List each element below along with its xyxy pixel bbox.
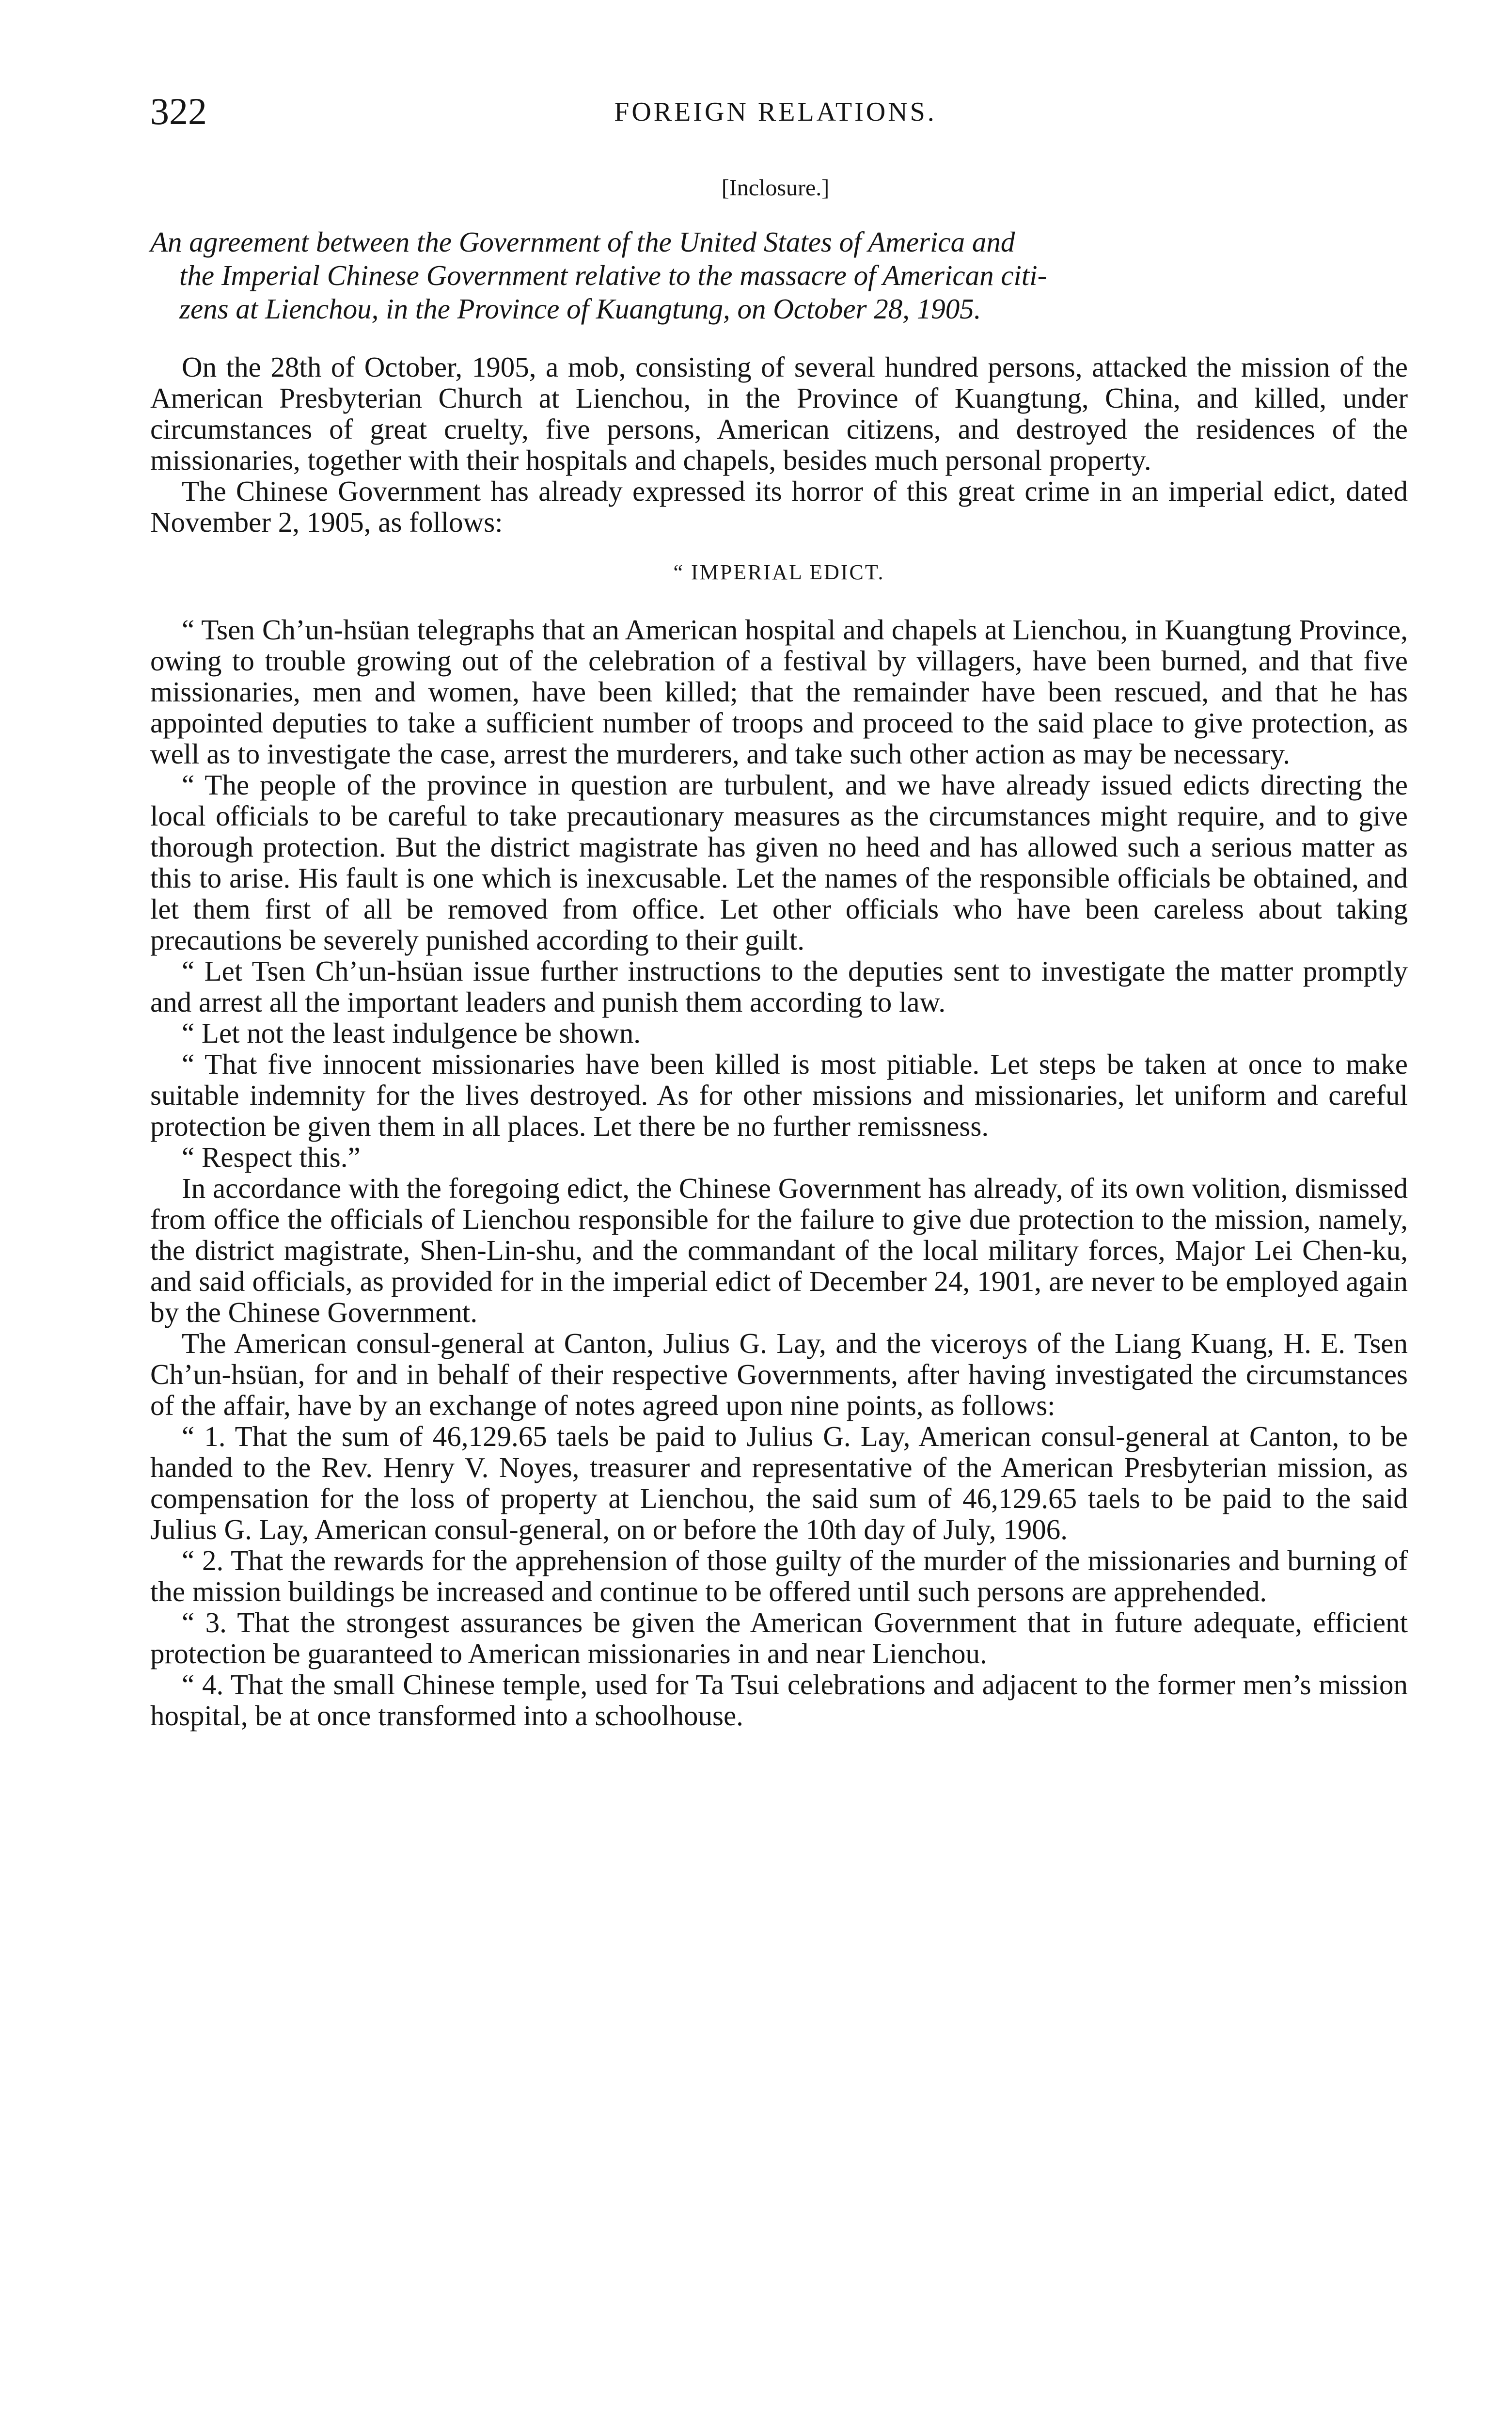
paragraph-edict-respect: “ Respect this.”: [182, 1141, 361, 1173]
point-3-assurances: “ 3. That the strongest assurances be given the American Government that in future adequate, efficient protection be guaranteed to American missionaries in and near Lienchou.: [150, 1606, 1408, 1669]
running-head: FOREIGN RELATIONS.: [614, 97, 937, 127]
page-number: 322: [150, 90, 207, 132]
page-header: [150, 90, 1401, 133]
title-line: An agreement between the Government of the United States of America and: [150, 226, 1015, 258]
agreement-title: [150, 225, 1408, 326]
paragraph-government-horror: The Chinese Government has already expressed its horror of this great crime in an imperial edict, dated November 2, 1905, as follows:: [150, 475, 1408, 538]
paragraph-edict-indemnity: “ That five innocent missionaries have been killed is most pitiable. Let steps be taken at once to make suitable indemnity for the lives destroyed. As for other missions and missionaries, let uniform and careful protection be given them in all places. Let there be no further remissness.: [150, 1048, 1408, 1142]
point-2-rewards: “ 2. That the rewards for the apprehension of those guilty of the murder of the missionaries and burning of the mission buildings be increased and continue to be offered until such persons are apprehended.: [150, 1544, 1408, 1607]
point-1-compensation: “ 1. That the sum of 46,129.65 taels be paid to Julius G. Lay, American consul-general at Canton, to be handed to the Rev. Henry V. Noyes, treasurer and representative of the American Presbyterian mission, as compensation for the loss of property at Lienchou, the said sum of 46,129.65 taels to be paid to the said Julius G. Lay, American consul-general, on or before the 10th day of July, 1906.: [150, 1420, 1408, 1545]
body-text: [150, 351, 1408, 1731]
paragraph-dismissal: In accordance with the foregoing edict, the Chinese Government has already, of its own volition, dismissed from office the officials of Lienchou responsible for the failure to give due protection to the mission, namely, the district magistrate, Shen-Lin-shu, and the commandant of the local military forces, Major Lei Chen-ku, and said officials, as provided for in the imperial edict of December 24, 1901, are never to be employed again by the Chinese Government.: [150, 1172, 1408, 1328]
inclosure-label: [Inclosure.]: [721, 175, 830, 201]
title-line: the Imperial Chinese Government relative to the massacre of American citi-: [179, 259, 1047, 291]
paragraph-edict-telegraph: “ Tsen Ch’un-hsüan telegraphs that an American hospital and chapels at Lienchou, in Kuangtung Province, owing to trouble growing out of the celebration of a festival by villagers, have been burned, and that five missionaries, men and women, have been killed; that the remainder have been rescued, and that he has appointed deputies to take a sufficient number of troops and proceed to the said place to give protection, as well as to investigate the case, arrest the murderers, and take such other action as may be necessary.: [150, 614, 1408, 770]
paragraph-edict-instructions: “ Let Tsen Ch’un-hsüan issue further instructions to the deputies sent to investigate the matter promptly and arrest all the important leaders and punish them according to law.: [150, 955, 1408, 1018]
paragraph-consul-agreement: The American consul-general at Canton, Julius G. Lay, and the viceroys of the Liang Kuang, H. E. Tsen Ch’un-hsüan, for and in behalf of their respective Governments, after having investigated the circumstances of the affair, have by an exchange of notes agreed upon nine points, as follows:: [150, 1327, 1408, 1421]
edict-heading: “ IMPERIAL EDICT.: [673, 560, 885, 584]
point-4-temple: “ 4. That the small Chinese temple, used for Ta Tsui celebrations and adjacent to the former men’s mission hospital, be at once transformed into a schoolhouse.: [150, 1669, 1408, 1732]
paragraph-mob-attack: On the 28th of October, 1905, a mob, consisting of several hundred persons, attacked the mission of the American Presbyterian Church at Lienchou, in the Province of Kuangtung, China, and killed, under circumstances of great cruelty, five persons, American citizens, and destroyed the residences of the missionaries, together with their hospitals and chapels, besides much personal property.: [150, 351, 1408, 476]
title-line: zens at Lienchou, in the Province of Kuangtung, on October 28, 1905.: [179, 293, 981, 325]
paragraph-edict-province: “ The people of the province in question are turbulent, and we have already issued edicts directing the local officials to be careful to take precautionary measures as the circumstances might require, and to give thorough protection. But the district magistrate has given no heed and has allowed such a serious matter as this to arise. His fault is one which is inexcusable. Let the names of the responsible officials be obtained, and let them first of all be removed from office. Let other officials who have been careless about taking precautions be severely punished according to their guilt.: [150, 769, 1408, 956]
paragraph-edict-indulgence: “ Let not the least indulgence be shown.: [182, 1017, 641, 1049]
